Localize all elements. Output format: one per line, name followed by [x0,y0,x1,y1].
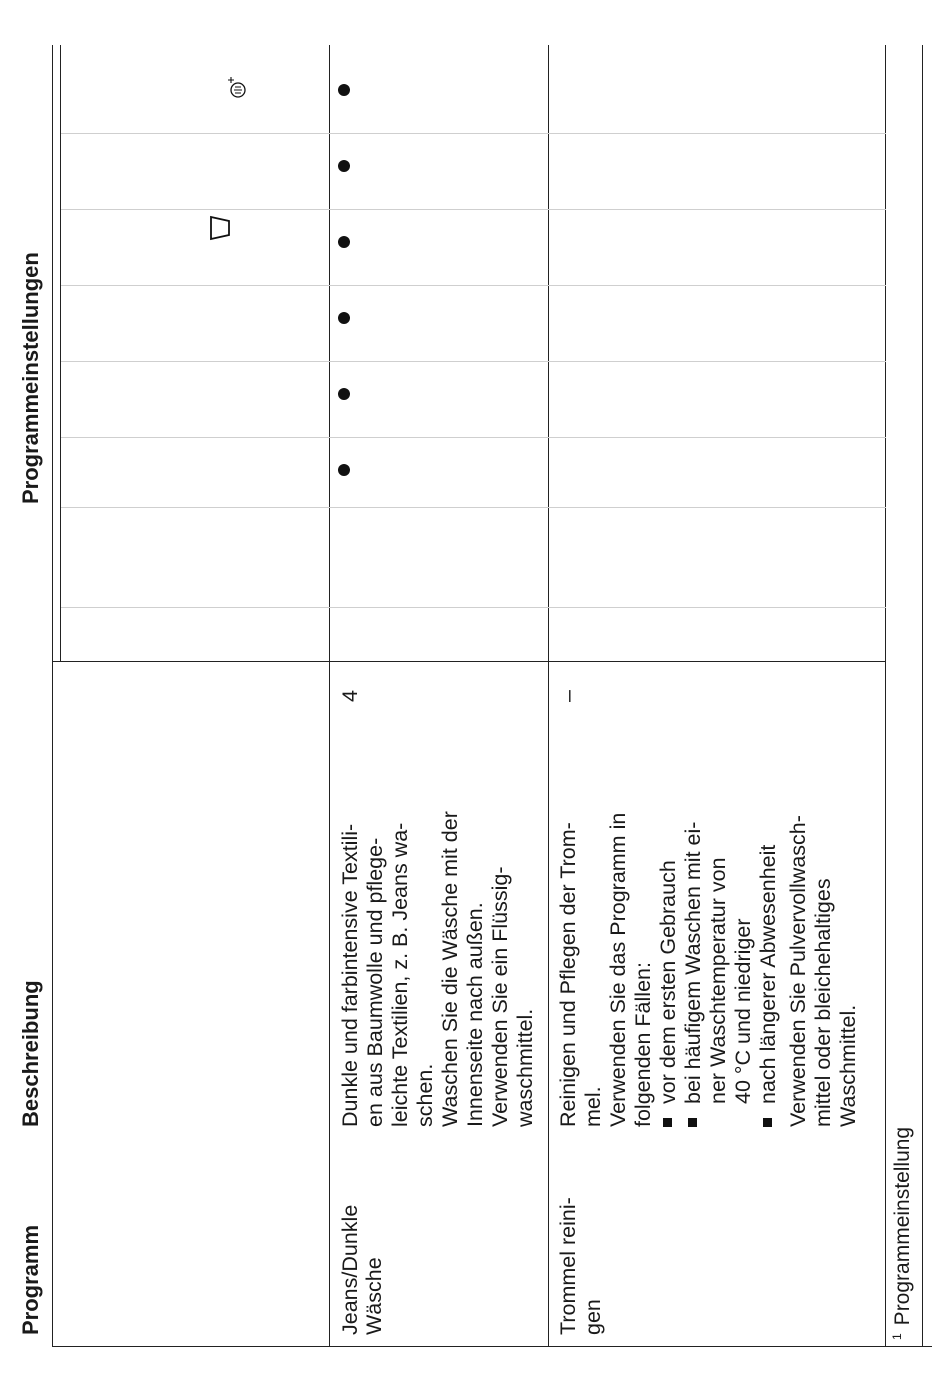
row1-value: 4 [338,690,362,702]
row1-setting-dot-2 [338,388,350,400]
settings-subcol-7 [61,133,886,134]
row1-setting-dot-1 [338,464,350,476]
row1-bottom-rule [548,45,549,1347]
row1-desc-line5: Waschen Sie die Wäsche mit der [438,811,462,1127]
row2-desc-intro-3: Verwenden Sie das Programm in [606,812,630,1127]
row2-desc-intro-4: folgenden Fällen: [631,962,655,1127]
row2-desc-intro-2: mel. [581,1086,605,1127]
row2-bullet-2 [681,822,706,1127]
row2-desc-outro-2: mittel oder bleichehaltiges [811,878,835,1127]
row2-value: – [556,690,580,702]
row1-program-line2: Wäsche [362,1257,386,1335]
header-beschreibung: Beschreibung [18,980,43,1127]
bullet-square-icon [763,1118,772,1127]
row2-bullet-3-text: nach längerer Abwesenheit [756,844,780,1104]
table-top-rule [52,45,53,1347]
header-bottom-rule [329,45,330,1347]
col-separator-desc-settings [52,661,886,662]
detergent-drawer-icon [207,214,233,242]
row2-desc-intro-1: Reinigen und Pflegen der Trom- [556,822,580,1127]
row1-desc-line2: en aus Baumwolle und pflege- [363,837,387,1127]
row1-desc-line1: Dunkle und farbintensive Textili- [338,823,362,1127]
header-programm: Programm [18,1224,43,1335]
bullet-square-icon [663,1118,672,1127]
row1-setting-dot-5 [338,160,350,172]
row1-setting-dot-6 [338,84,350,96]
bullet-square-icon [688,1118,697,1127]
row2-bullet-1-text: vor dem ersten Gebrauch [656,860,680,1104]
settings-header-sub-rule [60,45,61,662]
row2-bottom-rule [885,45,886,1347]
row2-desc-outro-3: Waschmittel. [836,1004,860,1127]
row2-bullet-1 [656,860,681,1127]
settings-subcol-6 [61,209,886,210]
row2-bullet-2-cont-1: ner Waschtemperatur von [706,857,730,1104]
row2-desc-outro-1: Verwenden Sie Pulvervollwasch- [786,815,810,1127]
settings-subcol-3 [61,437,886,438]
settings-subcol-5 [61,285,886,286]
row1-desc-line4: schen. [413,1063,437,1127]
table-border-top [52,1346,932,1347]
row2-program-line1: Trommel reini- [556,1197,580,1335]
header-programmeinstellungen: Programmeinstellungen [18,252,43,504]
footnote-text: Programmeinstellung [891,1126,914,1326]
footnote [890,1127,915,1340]
settings-subcol-4 [61,361,886,362]
row1-program-line1: Jeans/Dunkle [338,1204,362,1335]
page-right-rule [922,45,923,1347]
settings-subcol-2 [61,507,886,508]
row2-bullet-3 [756,845,781,1127]
settings-subcol-1 [61,607,886,608]
row1-desc-line3: leichte Textilien, z. B. Jeans wa- [388,822,412,1127]
stain-plus-icon [222,72,252,102]
footnote-mark: 1 [890,1333,904,1340]
row1-desc-line7: Verwenden Sie ein Flüssig- [488,866,512,1127]
row1-desc-line8: waschmittel. [513,1008,537,1127]
row2-bullet-2-cont-2: 40 °C und niedriger [731,918,755,1104]
row1-desc-line6: Innenseite nach außen. [463,902,487,1127]
row2-bullet-2-text-1: bei häufigem Waschen mit ei- [681,821,705,1104]
row1-setting-dot-4 [338,236,350,248]
row1-setting-dot-3 [338,312,350,324]
row2-program-line2: gen [581,1299,605,1335]
